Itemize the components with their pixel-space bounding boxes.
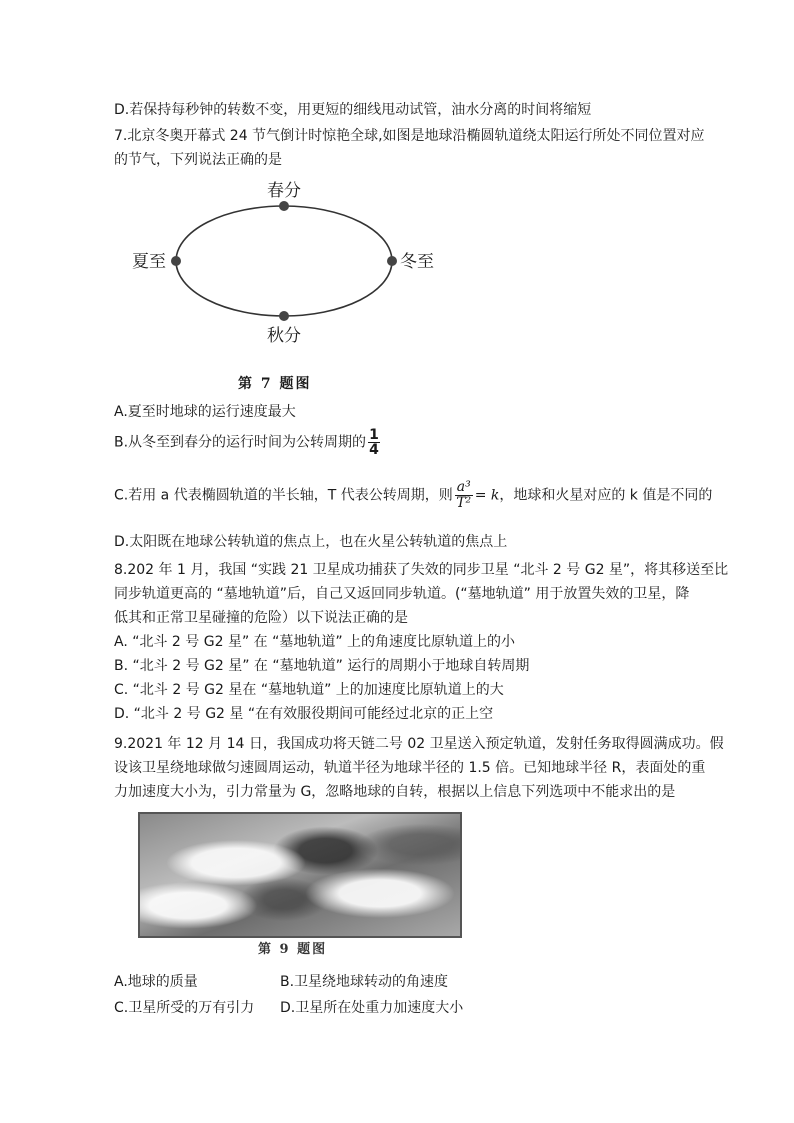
q9-figure-caption: 第 9 题图 bbox=[258, 942, 328, 957]
q9-stem-line1: 9.2021 年 12 月 14 日，我国成功将天链二号 02 卫星送入预定轨道，发射任务取得圆满成功。假 bbox=[114, 736, 724, 752]
q7-option-b-text: B.从冬至到春分的运行时间为公转周期的 bbox=[114, 434, 367, 451]
label-winter-solstice: 冬至 bbox=[400, 252, 434, 272]
q8-stem-line1: 8.202 年 1 月，我国 “实践 21 卫星成功捕获了失效的同步卫星 “北斗 2 号 G2 星”，将其移送至比 bbox=[114, 562, 729, 578]
fraction-one-quarter bbox=[368, 428, 380, 457]
q9-option-b: B.卫星绕地球转动的角速度 bbox=[280, 974, 449, 990]
q9-option-d: D.卫星所在处重力加速度大小 bbox=[280, 1000, 464, 1016]
q9-satellite-photo bbox=[138, 812, 462, 938]
q8-option-c: C. “北斗 2 号 G2 星在 “墓地轨道” 上的加速度比原轨道上的大 bbox=[114, 682, 504, 698]
kepler-fraction bbox=[455, 480, 473, 511]
q7-figure-caption: 第 7 题图 bbox=[238, 376, 312, 392]
q8-option-a: A. “北斗 2 号 G2 星” 在 “墓地轨道” 上的角速度比原轨道上的小 bbox=[114, 634, 516, 650]
earth-point-right bbox=[387, 256, 397, 266]
q9-stem-line2: 设该卫星绕地球做匀速圆周运动，轨道半径为地球半径的 1.5 倍。已知地球半径 R，表面处的重 bbox=[114, 760, 706, 776]
q7-option-a: A.夏至时地球的运行速度最大 bbox=[114, 404, 296, 420]
earth-point-top bbox=[279, 201, 289, 211]
q7-stem-line2: 的节气，下列说法正确的是 bbox=[114, 152, 282, 168]
q9-stem-line3: 力加速度大小为，引力常量为 G，忽略地球的自转，根据以上信息下列选项中不能求出的是 bbox=[114, 784, 676, 800]
q8-option-b: B. “北斗 2 号 G2 星” 在 “墓地轨道” 运行的周期小于地球自转周期 bbox=[114, 658, 530, 674]
orbit-ellipse bbox=[176, 206, 392, 316]
kepler-denominator: T² bbox=[456, 495, 472, 511]
label-summer-solstice: 夏至 bbox=[132, 252, 166, 272]
q7-stem-line1: 7.北京冬奥开幕式 24 节气倒计时惊艳全球,如图是地球沿椭圆轨道绕太阳运行所处不同位置对应 bbox=[114, 128, 705, 144]
label-autumn-equinox: 秋分 bbox=[267, 326, 301, 346]
q7-orbit-figure bbox=[110, 176, 450, 352]
q7-option-c-post: ，地球和火星对应的 k 值是不同的 bbox=[499, 487, 713, 504]
q8-stem-line3: 低其和正常卫星碰撞的危险）以下说法正确的是 bbox=[114, 610, 408, 626]
earth-point-left bbox=[171, 256, 181, 266]
label-spring-equinox: 春分 bbox=[267, 181, 301, 201]
q7-option-c-pre: C.若用 a 代表椭圆轨道的半长轴，T 代表公转周期，则 bbox=[114, 487, 453, 504]
kepler-numerator: a³ bbox=[456, 479, 471, 495]
q9-option-a: A.地球的质量 bbox=[114, 974, 198, 990]
q7-option-d: D.太阳既在地球公转轨道的焦点上，也在火星公转轨道的焦点上 bbox=[114, 534, 508, 550]
q9-option-c: C.卫星所受的万有引力 bbox=[114, 1000, 255, 1016]
q8-option-d: D. “北斗 2 号 G2 星 “在有效服役期间可能经过北京的正上空 bbox=[114, 706, 494, 722]
orbit-diagram bbox=[110, 176, 450, 352]
fraction-numerator: 1 bbox=[369, 427, 379, 443]
kepler-equals-k: = k bbox=[474, 487, 500, 504]
earth-point-bottom bbox=[279, 311, 289, 321]
q7-option-c bbox=[114, 480, 712, 511]
fraction-denominator: 4 bbox=[369, 442, 379, 458]
q7-option-b bbox=[114, 428, 380, 457]
q6-option-d: D.若保持每秒钟的转数不变，用更短的细线甩动试管，油水分离的时间将缩短 bbox=[114, 102, 592, 118]
q8-stem-line2: 同步轨道更高的 “墓地轨道”后，自己又返回同步轨道。(“墓地轨道” 用于放置失效的卫星，降 bbox=[114, 586, 690, 602]
